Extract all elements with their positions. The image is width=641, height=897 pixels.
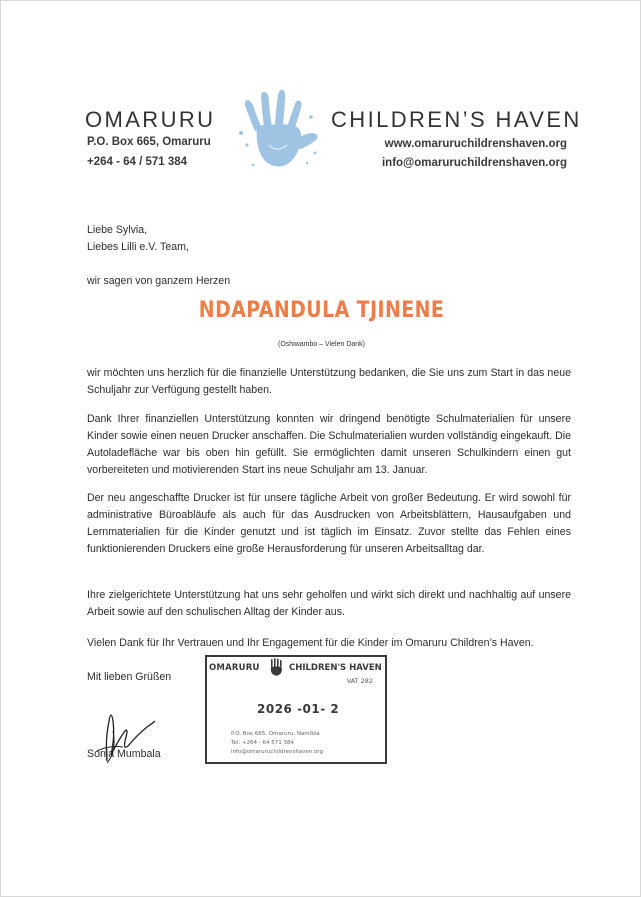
stamp-box-number: VAT 282 (346, 677, 373, 685)
headline: NDAPANDULA TJINENE (198, 298, 445, 323)
email-link[interactable]: info@omaruruchildrenshaven.org (381, 157, 567, 169)
paragraph-2: Dank Ihrer finanziellen Unterstützung konnten wir dringend benötigte Schulmaterialien für unsere Kinder sowie einen neuen Drucker anschaffen. Die Schulmaterialien wurden vollständig eingekauft. Die Autoladefläche war bis oben hin gefüllt. Sie ermöglichten damit unseren Schulkindern einen gut vorbereiteten und motivierenden Start ins neue Schuljahr am 13. Januar. (87, 413, 571, 476)
paragraph-3: Der neu angeschaffte Drucker ist für unsere tägliche Arbeit von großer Bedeutung. Er wird sowohl für administrative Büroabläufe als auch für das Ausdrucken von Arbeitsblättern, Hausaufgaben und Lernmaterialien für die Kinder genutzt und ist täglich im Einsatz. Zuvor stellte das Fehlen eines funktionierenden Druckers eine große Herausforderung für unseren Arbeitsalltag dar. (87, 492, 571, 555)
stamp-hand-icon (265, 657, 287, 677)
stamp-phone: Tel: +264 - 64 571 384 (231, 740, 295, 746)
website-link[interactable]: www.omaruruchildrenshaven.org (384, 138, 567, 150)
org-name-right: CHILDREN’S HAVEN (331, 107, 582, 132)
salutation-line-2: Liebes Lilli e.V. Team, (87, 241, 189, 253)
salutation-line-1: Liebe Sylvia, (87, 224, 148, 236)
phone-number: +264 - 64 / 571 384 (87, 156, 188, 168)
closing-line: Mit lieben Grüßen (87, 671, 172, 683)
hand-logo-icon (233, 87, 321, 171)
signer-name: Sonja Mumbala (87, 748, 161, 760)
org-name-left: OMARURU (85, 107, 216, 132)
po-box: P.O. Box 665, Omaruru (87, 136, 211, 148)
stamp-org-right: CHILDREN'S HAVEN (289, 663, 382, 673)
thanks-line: Vielen Dank für Ihr Vertrauen und Ihr Engagement für die Kinder im Omaruru Children’s Haven. (87, 637, 534, 649)
intro-line: wir sagen von ganzem Herzen (87, 275, 231, 287)
stamp-address: P.O. Box 665, Omaruru, Namibia (231, 731, 320, 737)
office-stamp (205, 655, 387, 764)
stamp-org-left: OMARURU (209, 663, 260, 673)
stamp-email: info@omaruruchildrenshaven.org (231, 749, 324, 755)
stamp-date: 2026 -01- 2 (257, 702, 340, 716)
paragraph-4: Ihre zielgerichtete Unterstützung hat uns sehr geholfen und wirkt sich direkt und nachhaltig auf unsere Arbeit sowie auf den schulischen Alltag der Kinder aus. (87, 589, 571, 618)
paragraph-1: wir möchten uns herzlich für die finanzielle Unterstützung bedanken, die Sie uns zum Start in das neue Schuljahr zur Verfügung gestellt haben. (87, 367, 571, 396)
headline-translation: (Oshiwambo – Vielen Dank) (277, 341, 366, 348)
